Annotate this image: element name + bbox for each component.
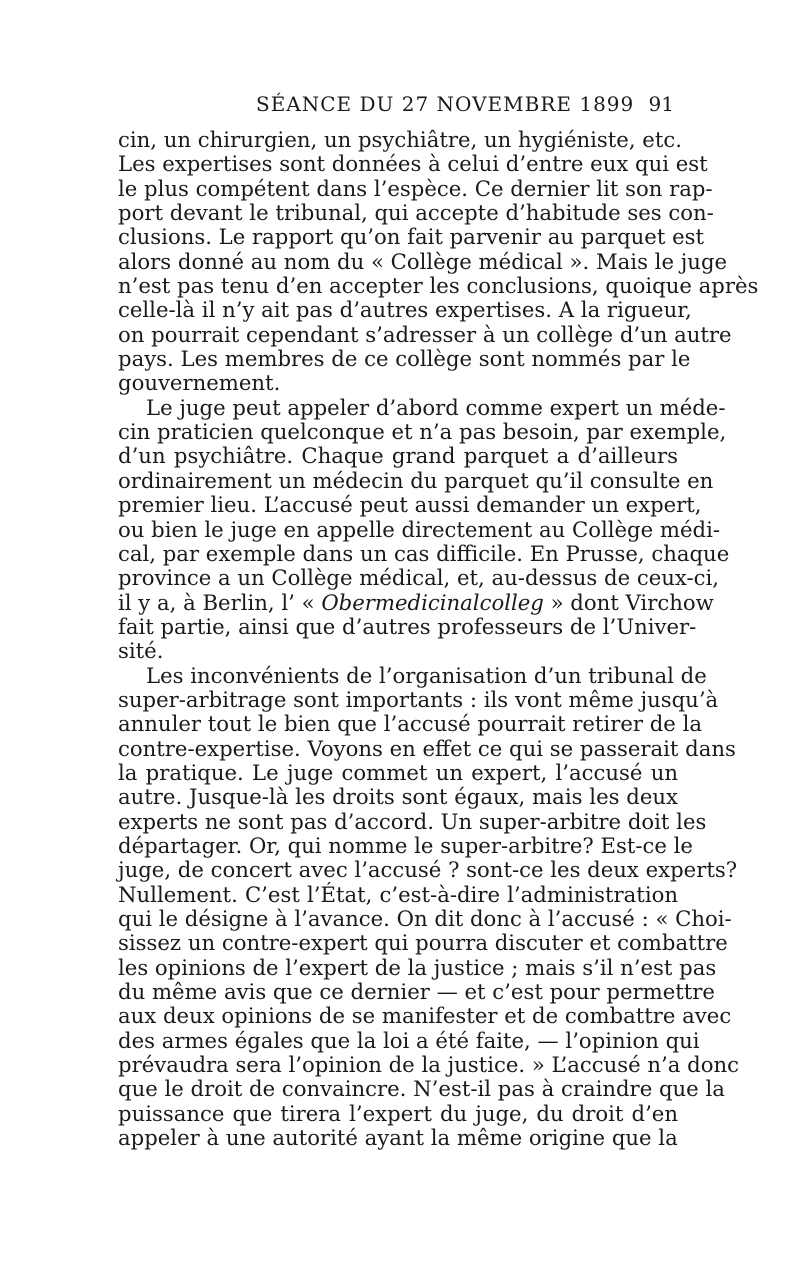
text-line: ordinairement un médecin du parquet qu’il consulte en <box>118 467 714 493</box>
text-line: aux deux opinions de se manifester et de combattre avec <box>118 1003 732 1029</box>
text-line: alors donné au nom du « Collège médical ». Mais le juge <box>118 248 728 274</box>
text-line: les opinions de l’expert de la justice ; mais s’il n’est pas <box>118 954 717 980</box>
text-line: sité. <box>118 638 164 664</box>
text-line: du même avis que ce dernier — et c’est pour permettre <box>118 979 715 1005</box>
text-line: prévaudra sera l’opinion de la justice. » L’accusé n’a donc <box>118 1052 739 1078</box>
text-line: qui le désigne à l’avance. On dit donc à l’accusé : « Choi- <box>118 906 732 931</box>
text-line: pays. Les membres de ce collège sont nommés par le <box>118 346 691 372</box>
text-line: ou bien le juge en appelle directement au Collège médi- <box>118 516 721 542</box>
text-line: que le droit de convaincre. N’est-il pas à craindre que la <box>118 1076 725 1102</box>
text-line: sissez un contre-expert qui pourra discuter et combattre <box>118 930 728 956</box>
text-line: Nullement. C’est l’État, c’est-à-dire l’administration <box>118 881 678 907</box>
text-line: experts ne sont pas d’accord. Un super-arbitre doit les <box>118 808 707 834</box>
text-line: Les inconvénients de l’organisation d’un tribunal de <box>146 662 707 688</box>
running-title: SÉANCE DU 27 NOVEMBRE 1899 <box>256 92 635 116</box>
text-line: juge, de concert avec l’accusé ? sont-ce les deux experts? <box>118 857 738 883</box>
page-number: 91 <box>648 92 674 116</box>
text-line: autre. Jusque-là les droits sont égaux, mais les deux <box>118 784 678 810</box>
text-line: province a un Collège médical, et, au-dessus de ceux-ci, <box>118 565 720 591</box>
paragraph <box>118 662 739 1151</box>
text-line: la pratique. Le juge commet un expert, l’accusé un <box>118 759 678 785</box>
text-line: port devant le tribunal, qui accepte d’habitude ses con- <box>118 200 714 226</box>
text-line: celle-là il n’y ait pas d’autres expertises. A la rigueur, <box>118 297 692 323</box>
italic-term: Obermedicinalcolleg <box>321 589 544 615</box>
text-line: cal, par exemple dans un cas difficile. En Prusse, chaque <box>118 540 730 566</box>
text-line: il y a, à Berlin, l’ « Obermedicinalcolleg » dont Virchow <box>118 589 714 615</box>
text-line: le plus compétent dans l’espèce. Ce dernier lit son rap- <box>118 175 713 201</box>
text-line: cin, un chirurgien, un psychiâtre, un hygiéniste, etc. <box>118 127 682 152</box>
text-line: clusions. Le rapport qu’on fait parvenir au parquet est <box>118 224 704 250</box>
text-line: gouvernement. <box>118 370 281 396</box>
text-line: annuler tout le bien que l’accusé pourrait retirer de la <box>118 711 702 737</box>
text-line: super-arbitrage sont importants : ils vont même jusqu’à <box>118 686 719 712</box>
book-page <box>118 86 759 1151</box>
text-line: on pourrait cependant s’adresser à un collège d’un autre <box>118 321 732 347</box>
text-line: fait partie, ainsi que d’autres professeurs de l’Univer- <box>118 613 697 639</box>
text-line: contre-expertise. Voyons en effet ce qui se passerait dans <box>118 735 736 761</box>
text-line: appeler à une autorité ayant la même origine que la <box>118 1125 678 1151</box>
body-text <box>118 127 759 1151</box>
text-line: premier lieu. L’accusé peut aussi demander un expert, <box>118 492 702 518</box>
text-line: départager. Or, qui nomme le super-arbitre? Est-ce le <box>118 832 693 858</box>
text-line: n’est pas tenu d’en accepter les conclusions, quoique après <box>118 273 759 299</box>
text-line: cin praticien quelconque et n’a pas besoin, par exemple, <box>118 419 727 445</box>
text-line: des armes égales que la loi a été faite, — l’opinion qui <box>118 1027 700 1053</box>
text-line: Les expertises sont données à celui d’entre eux qui est <box>118 151 708 177</box>
paragraph <box>118 394 730 664</box>
text-line: Le juge peut appeler d’abord comme expert un méde- <box>146 394 726 420</box>
text-line: puissance que tirera l’expert du juge, du droit d’en <box>118 1100 678 1126</box>
text-line: d’un psychiâtre. Chaque grand parquet a d’ailleurs <box>118 443 678 469</box>
running-header <box>118 86 678 122</box>
paragraph <box>118 127 759 396</box>
